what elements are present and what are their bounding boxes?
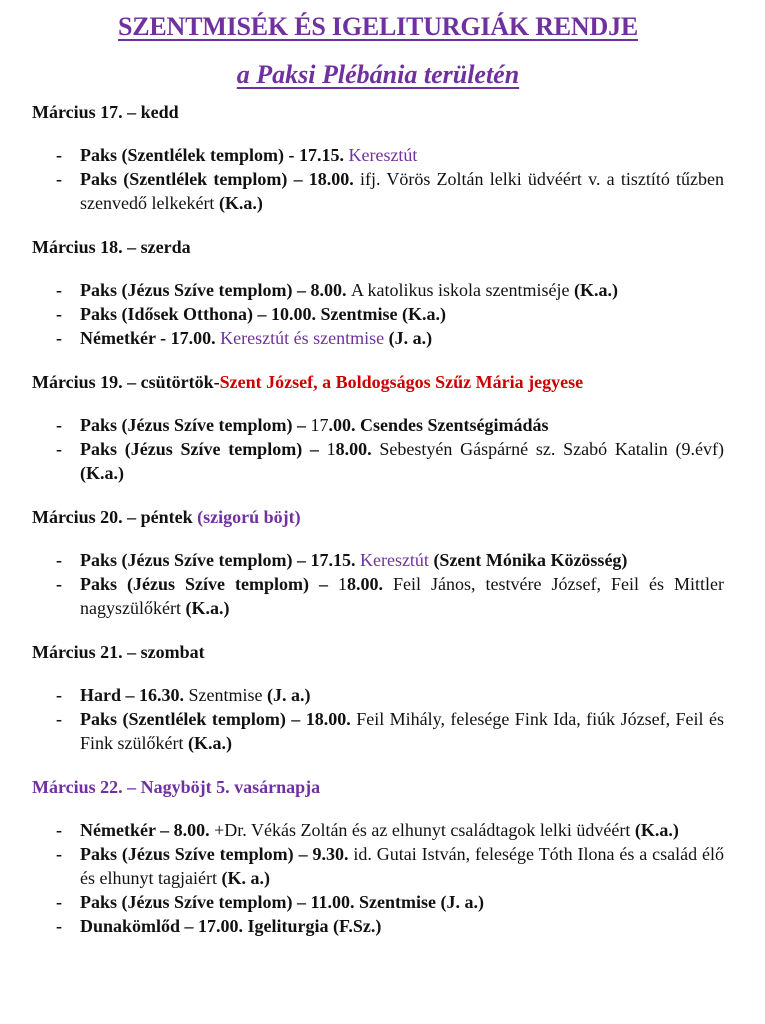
item-segment: 1 — [326, 439, 336, 459]
item-segment: Sebestyén Gáspárné sz. Szabó Katalin (9.évf) — [379, 439, 725, 459]
heading-segment: Március 21. – szombat — [32, 642, 205, 662]
item-segment: +Dr. Vékás Zoltán és az elhunyt családtagok lelki üdvéért — [214, 820, 635, 840]
document-title: SZENTMISÉK ÉS IGELITURGIÁK RENDJE — [117, 12, 639, 41]
item-segment: Keresztút — [348, 145, 418, 165]
item-segment: (K.a.) — [80, 463, 124, 483]
day-heading — [32, 640, 724, 664]
item-segment: id. Gutai István, felesége Tóth Ilona és a család élő és elhunyt tagjaiért — [80, 844, 725, 888]
item-segment: A katolikus iskola szentmiséje — [350, 280, 574, 300]
service-item — [32, 143, 724, 167]
item-segment: Paks (Jézus Szíve templom) – 9.30. — [80, 844, 354, 864]
item-segment: ifj. Vörös Zoltán lelki üdvéért v. a tisztító tűzben szenvedő lelkekért — [80, 169, 725, 213]
day-heading — [32, 100, 724, 124]
document-subtitle: a Paksi Plébánia területén — [236, 60, 520, 89]
item-segment: Paks (Szentlélek templom) – 18.00. — [80, 169, 360, 189]
dash-bullet-icon: - — [56, 280, 62, 300]
heading-segment: Március 20. – péntek — [32, 507, 198, 527]
dash-bullet-icon: - — [56, 550, 62, 570]
item-segment: Paks (Idősek Otthona) – 10.00. Szentmise (K.a.) — [80, 304, 447, 324]
service-item — [32, 707, 724, 755]
day-section — [32, 775, 724, 938]
dash-bullet-icon: - — [56, 169, 62, 189]
day-heading — [32, 235, 724, 259]
item-segment: Dunakömlőd – 17.00. Igeliturgia (F.Sz.) — [80, 916, 382, 936]
item-segment: Paks (Jézus Szíve templom) – — [80, 574, 338, 594]
service-item — [32, 167, 724, 215]
service-list — [32, 413, 724, 485]
item-segment: 8.00. — [335, 439, 380, 459]
dash-bullet-icon: - — [56, 685, 62, 705]
item-segment: Paks (Jézus Szíve templom) – 8.00. — [80, 280, 351, 300]
item-segment: Keresztút — [359, 550, 429, 570]
item-segment: (K.a.) — [573, 280, 618, 300]
item-segment: Paks (Szentlélek templom) - 17.15. — [80, 145, 349, 165]
dash-bullet-icon: - — [56, 439, 62, 459]
item-segment: Keresztút és szentmise — [220, 328, 385, 348]
heading-segment: Március 19. – csütörtök- — [32, 372, 220, 392]
item-segment: Paks (Jézus Szíve templom) – — [80, 439, 327, 459]
service-item — [32, 572, 724, 620]
item-segment: Paks (Jézus Szíve templom) – 11.00. Szentmise (J. a.) — [80, 892, 484, 912]
dash-bullet-icon: - — [56, 574, 62, 594]
day-heading — [32, 370, 724, 394]
service-list — [32, 278, 724, 350]
item-segment: Feil János, testvére József, Feil és Mittler nagyszülőkért — [80, 574, 724, 618]
item-segment: (K.a.) — [218, 193, 263, 213]
service-item — [32, 302, 724, 326]
dash-bullet-icon: - — [56, 304, 62, 324]
day-section — [32, 100, 724, 215]
heading-segment: (szigorú böjt) — [197, 507, 301, 527]
item-segment: (K.a.) — [185, 598, 230, 618]
dash-bullet-icon: - — [56, 892, 62, 912]
heading-segment: Március 18. – szerda — [32, 237, 191, 257]
day-heading — [32, 775, 724, 799]
item-segment: (K.a.) — [634, 820, 679, 840]
item-segment: Németkér – 8.00. — [80, 820, 215, 840]
item-segment: Paks (Szentlélek templom) – 18.00. — [80, 709, 357, 729]
item-segment: (K. a.) — [221, 868, 270, 888]
item-segment: Paks (Jézus Szíve templom) – 17.15. — [80, 550, 360, 570]
service-list — [32, 548, 724, 620]
item-segment: (J. a.) — [267, 685, 311, 705]
service-item — [32, 413, 724, 437]
dash-bullet-icon: - — [56, 415, 62, 435]
item-segment: Németkér - 17.00. — [80, 328, 221, 348]
item-segment: (Szent Mónika Közösség) — [428, 550, 628, 570]
service-item — [32, 914, 724, 938]
dash-bullet-icon: - — [56, 820, 62, 840]
item-segment: Feil Mihály, felesége Fink Ida, fiúk József, Feil és Fink szülőkért — [80, 709, 724, 753]
item-segment: .00. Csendes Szentségimádás — [328, 415, 549, 435]
item-segment: (J. a.) — [384, 328, 433, 348]
dash-bullet-icon: - — [56, 916, 62, 936]
dash-bullet-icon: - — [56, 709, 62, 729]
service-list — [32, 818, 724, 938]
item-segment: Paks (Jézus Szíve templom) – — [80, 415, 311, 435]
item-segment: 1 — [338, 574, 347, 594]
service-item — [32, 437, 724, 485]
service-item — [32, 890, 724, 914]
item-segment: Hard – 16.30. — [80, 685, 189, 705]
day-section — [32, 235, 724, 350]
service-item — [32, 278, 724, 302]
item-segment: 17 — [310, 415, 329, 435]
item-segment: (K.a.) — [188, 733, 232, 753]
service-list — [32, 683, 724, 755]
dash-bullet-icon: - — [56, 844, 62, 864]
service-item — [32, 548, 724, 572]
service-item — [32, 326, 724, 350]
day-heading — [32, 505, 724, 529]
item-segment: 8.00. — [347, 574, 394, 594]
dash-bullet-icon: - — [56, 328, 62, 348]
dash-bullet-icon: - — [56, 145, 62, 165]
schedule — [32, 100, 724, 938]
day-section — [32, 370, 724, 485]
heading-segment: Március 22. – Nagyböjt 5. vasárnapja — [32, 777, 321, 797]
item-segment: Szentmise — [188, 685, 268, 705]
service-item — [32, 683, 724, 707]
service-item — [32, 818, 724, 842]
heading-segment: Szent József, a Boldogságos Szűz Mária jegyese — [219, 372, 584, 392]
heading-segment: Március 17. – kedd — [32, 102, 179, 122]
service-list — [32, 143, 724, 215]
day-section — [32, 505, 724, 620]
service-item — [32, 842, 724, 890]
day-section — [32, 640, 724, 755]
